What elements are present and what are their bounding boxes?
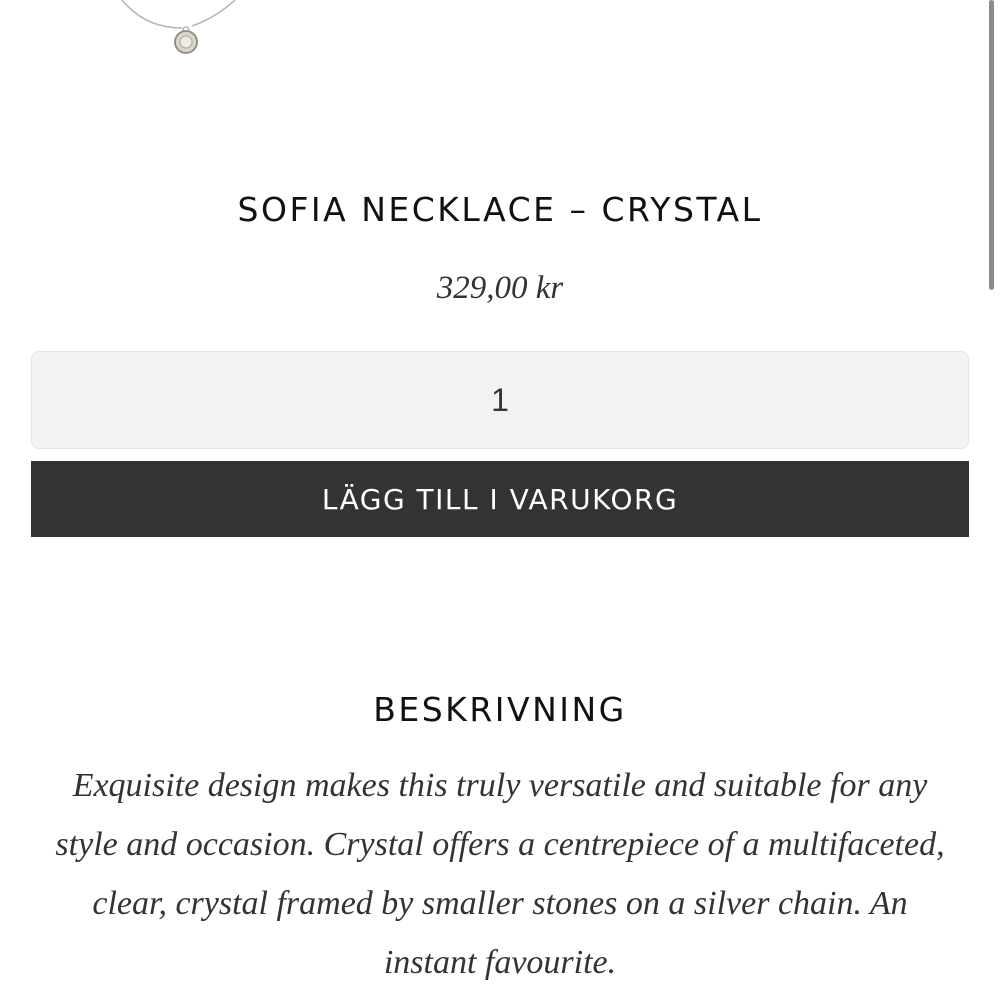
pendant-crystal xyxy=(180,36,192,48)
product-title: SOFIA NECKLACE – CRYSTAL xyxy=(237,190,763,229)
scrollbar[interactable] xyxy=(989,0,994,290)
add-to-cart-label: LÄGG TILL I VARUKORG xyxy=(321,482,679,516)
description-heading: BESKRIVNING xyxy=(373,690,627,729)
necklace-chain-right xyxy=(192,0,235,26)
quantity-input[interactable] xyxy=(31,351,969,449)
quantity-value: 1 xyxy=(491,381,509,418)
product-price: 329,00 kr xyxy=(436,270,564,306)
necklace-image xyxy=(100,0,280,60)
necklace-chain xyxy=(122,0,182,28)
description-body: Exquisite design makes this truly versatile and suitable for any style and occasion. Crystal offers a centrepiece of a multifaceted, clear, crystal framed by smaller stones on a silver chain. An instant favourite. xyxy=(55,767,945,981)
add-to-cart-button[interactable] xyxy=(31,461,969,537)
